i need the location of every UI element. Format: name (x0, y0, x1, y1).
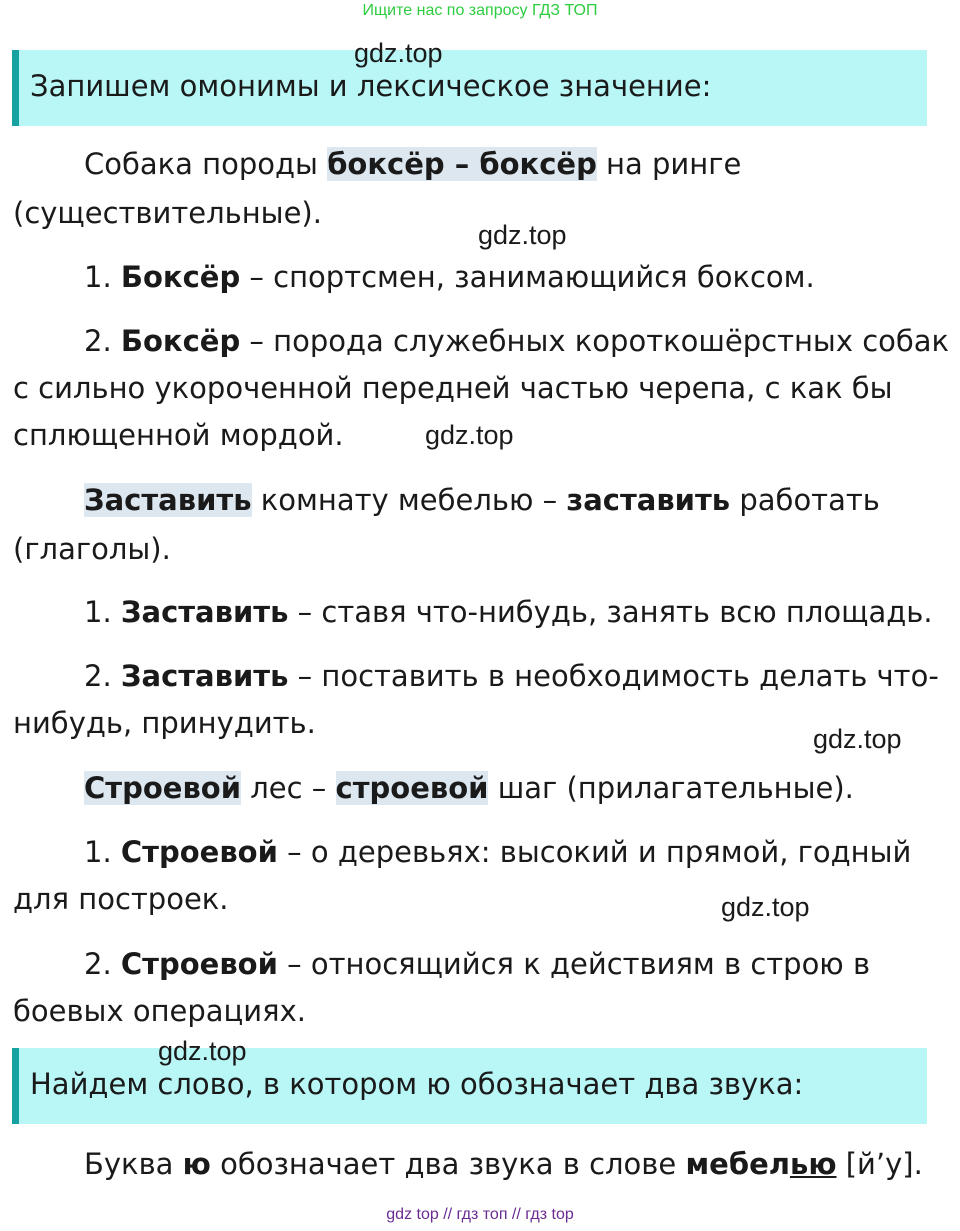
part-of-speech: (глаголы). (13, 532, 171, 566)
text: лес – (241, 771, 336, 805)
watermark: gdz.top (721, 892, 810, 922)
term: Строевой (120, 835, 278, 869)
answer-line (13, 1141, 960, 1188)
definition-continuation: с сильно укороченной передней частью черепа, с как бы (13, 371, 893, 405)
term: Заставить (120, 595, 289, 629)
definition-item (13, 829, 960, 876)
section-header-two-sounds (12, 1048, 927, 1124)
watermark: gdz.top (813, 724, 902, 754)
definition-item (13, 941, 960, 988)
item-number: 2. (84, 659, 121, 693)
definition-continuation: нибудь, принудить. (13, 706, 316, 740)
part-of-speech: (существительные). (13, 196, 322, 230)
definition-item (13, 653, 960, 700)
section-title: Найдем слово, в котором ю обозначает два звука: (30, 1067, 804, 1101)
definition-text: – поставить в необходимость делать что- (288, 659, 939, 693)
example-line (13, 765, 960, 812)
text: комнату мебелью – (251, 483, 567, 517)
definition-continuation: сплющенной мордой. (13, 418, 344, 452)
definition-text: – порода служебных короткошёрстных собак (240, 324, 950, 358)
item-number: 2. (84, 324, 121, 358)
text: шаг (прилагательные). (488, 771, 854, 805)
text: обозначает два звука в слове (210, 1147, 686, 1181)
underlined-ending: ью (789, 1147, 837, 1181)
watermark: gdz.top (354, 38, 443, 68)
text: на ринге (596, 147, 742, 181)
example-line (13, 141, 960, 188)
definition-item (13, 589, 960, 636)
item-number: 1. (84, 260, 121, 294)
term: Заставить (120, 659, 289, 693)
watermark: gdz.top (478, 220, 567, 250)
example-line (13, 477, 960, 524)
text: работать (730, 483, 880, 517)
definition-continuation: для построек. (13, 882, 229, 916)
term: заставить (566, 483, 731, 517)
highlighted-word: Заставить (84, 483, 252, 517)
item-number: 1. (84, 595, 121, 629)
term: Боксёр (120, 260, 241, 294)
term: Боксёр (120, 324, 241, 358)
definition-item (13, 254, 960, 301)
definition-continuation: боевых операциях. (13, 994, 306, 1028)
watermark: gdz.top (158, 1036, 247, 1066)
text: Буква (84, 1147, 183, 1181)
text: Собака породы (84, 147, 328, 181)
answer-word (685, 1147, 836, 1181)
word-stem: мебел (685, 1147, 790, 1181)
watermark: gdz.top (425, 420, 514, 450)
highlighted-word: строевой (335, 771, 489, 805)
definition-text: – ставя что-нибудь, занять всю площадь. (288, 595, 933, 629)
definition-text: – относящийся к действиям в строю в (277, 947, 871, 981)
letter: ю (182, 1147, 211, 1181)
definition-text: – о деревьях: высокий и прямой, годный (277, 835, 912, 869)
section-title: Запишем омонимы и лексическое значение: (30, 69, 712, 103)
highlighted-word: боксёр – боксёр (327, 147, 597, 181)
search-hint-link[interactable]: Ищите нас по запросу ГДЗ ТОП (362, 2, 598, 19)
footer-watermark: gdz top // гдз топ // гдз top (386, 1206, 574, 1223)
section-header-homonyms (12, 50, 927, 126)
definition-text: – спортсмен, занимающийся боксом. (240, 260, 815, 294)
term: Строевой (120, 947, 278, 981)
item-number: 2. (84, 947, 121, 981)
highlighted-word: Строевой (84, 771, 242, 805)
item-number: 1. (84, 835, 121, 869)
transcription: [й’у]. (836, 1147, 923, 1181)
definition-item (13, 318, 960, 365)
